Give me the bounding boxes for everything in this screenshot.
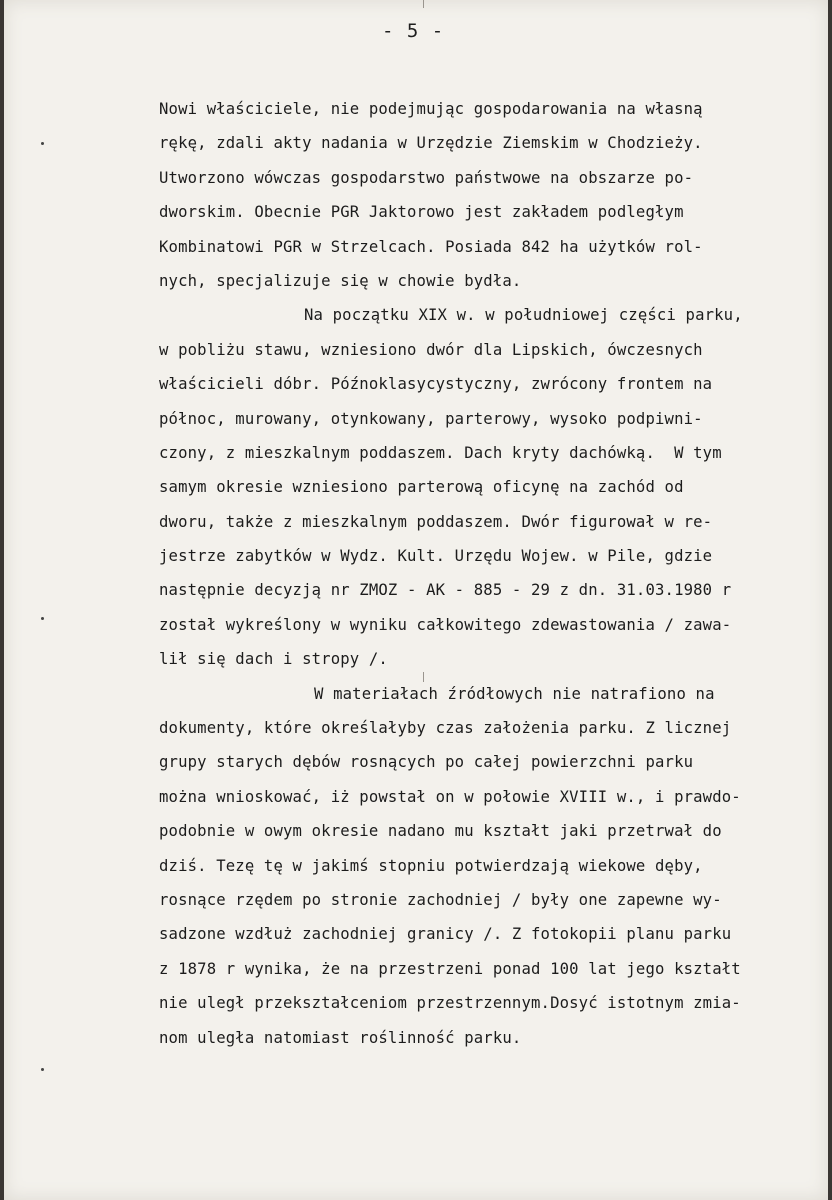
text-line: rosnące rzędem po stronie zachodniej / były one zapewne wy- [159,890,722,909]
edge-mark-top [423,0,424,8]
text-line: dworskim. Obecnie PGR Jaktorowo jest zakładem podległym [159,203,684,222]
body-text [159,92,799,1055]
text-line: podobnie w owym okresie nadano mu kształt jaki przetrwał do [159,822,722,841]
text-line: Utworzono wówczas gospodarstwo państwowe na obszarze po- [159,168,694,187]
text-line: dokumenty, które określałyby czas założenia parku. Z licznej [159,719,732,738]
text-line: samym okresie wzniesiono parterową oficynę na zachód od [159,478,684,497]
text-line: Nowi właściciele, nie podejmując gospodarowania na własną [159,100,703,118]
text-line: nie uległ przekształceniom przestrzennym.Dosyć istotnym zmia- [159,994,741,1013]
text-line: Kombinatowi PGR w Strzelcach. Posiada 842 ha użytków rol- [159,237,703,256]
text-line: W materiałach źródłowych nie natrafiono na [314,684,715,703]
text-line: grupy starych dębów rosnących po całej powierzchni parku [159,753,694,772]
text-line: Na początku XIX w. w południowej części parku, [304,306,743,325]
margin-dot [41,142,44,145]
text-line: następnie decyzją nr ZMOZ - AK - 885 - 29 z dn. 31.03.1980 r [159,581,732,600]
text-line: dziś. Tezę tę w jakimś stopniu potwierdzają wiekowe dęby, [159,856,703,875]
text-line: sadzone wzdłuż zachodniej granicy /. Z fotokopii planu parku [159,925,732,944]
text-line: rękę, zdali akty nadania w Urzędzie Ziemskim w Chodzieży. [159,134,703,153]
text-line: w pobliżu stawu, wzniesiono dwór dla Lipskich, ówczesnych [159,340,703,359]
text-line: właścicieli dóbr. Późnoklasycystyczny, zwrócony frontem na [159,375,713,394]
text-line: lił się dach i stropy /. [159,650,388,669]
text-line: północ, murowany, otynkowany, parterowy, wysoko podpiwni- [159,409,703,428]
text-line: można wnioskować, iż powstał on w połowie XVIII w., i prawdo- [159,787,741,806]
text-line: nych, specjalizuje się w chowie bydła. [159,271,522,290]
text-line: jestrze zabytków w Wydz. Kult. Urzędu Wojew. w Pile, gdzie [159,547,713,566]
text-line: czony, z mieszkalnym poddaszem. Dach kryty dachówką. W tym [159,443,722,462]
margin-dot [41,617,44,620]
margin-dot [41,1068,44,1071]
text-line: nom uległa natomiast roślinność parku. [159,1028,522,1047]
page-number: - 5 - [382,20,445,42]
text-line: dworu, także z mieszkalnym poddaszem. Dwór figurował w re- [159,512,713,531]
text-line: został wykreślony w wyniku całkowitego zdewastowania / zawa- [159,615,732,634]
text-line: z 1878 r wynika, że na przestrzeni ponad 100 lat jego kształt [159,959,741,978]
document-page [4,0,828,1200]
